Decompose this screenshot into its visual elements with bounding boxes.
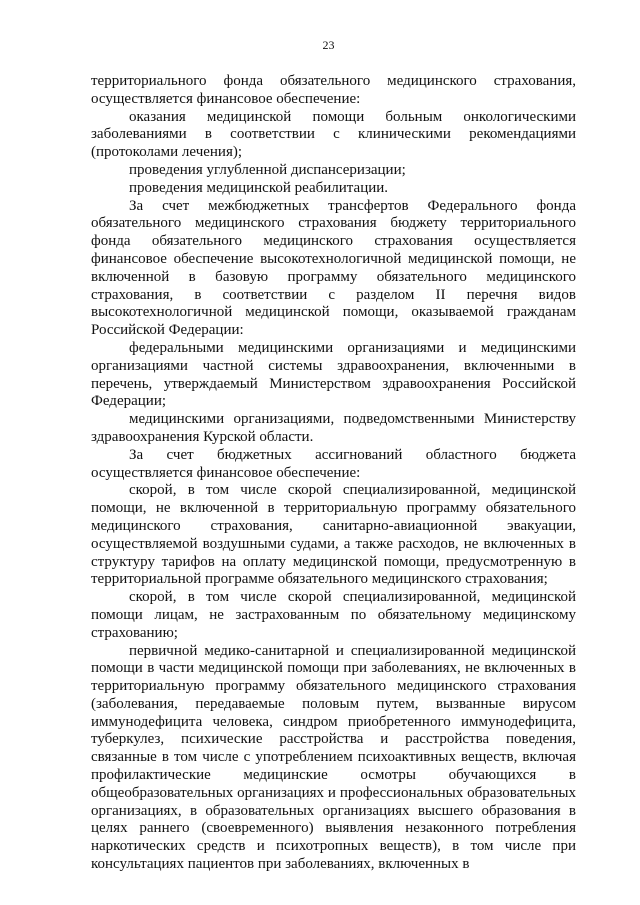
paragraph: первичной медико-санитарной и специализированной медицинской помощи в части медицинской помощи при заболеваниях, не включенных в территориальную программу обязательного медицинского страхования (заболевания, передаваемые половым путем, вызванные вирусом иммунодефицита человека, синдром приобретенного иммунодефицита, туберкулез, психические расстройства и расстройства поведения, связанные в том числе с употреблением психоактивных веществ, включая профилактические медицинские осмотры обучающихся в общеобразовательных организациях и профессиональных образовательных организациях, в образовательных организациях высшего образования в целях раннего (своевременного) выявления незаконного потребления наркотических средств и психотропных веществ), в том числе при консультациях пациентов при заболеваниях, включенных в [91,642,576,873]
paragraph: проведения медицинской реабилитации. [129,179,389,196]
paragraph: скорой, в том числе скорой специализированной, медицинской помощи, не включенной в территориальную программу обязательного медицинского страхования, санитарно-авиационной эвакуации, осуществляемой воздушными судами, а также расходов, не включенных в структуру тарифов на оплату медицинской помощи, предусмотренную в территориальной программе обязательного медицинского страхования; [91,482,576,588]
paragraph: За счет бюджетных ассигнований областного бюджета осуществляется финансовое обеспечение: [91,446,576,481]
paragraph: оказания медицинской помощи больным онкологическими заболеваниями в соответствии с клиническими рекомендациями (протоколами лечения); [91,108,576,161]
paragraph: территориального фонда обязательного медицинского страхования, осуществляется финансовое обеспечение: [91,73,576,107]
paragraph: федеральными медицинскими организациями и медицинскими организациями частной системы здравоохранения, включенными в перечень, утверждаемый Министерством здравоохранения Российской Федерации; [91,339,576,410]
paragraph: медицинскими организациями, подведомственными Министерству здравоохранения Курской области. [91,411,576,445]
paragraph: проведения углубленной диспансеризации; [129,161,406,178]
page-number: 23 [322,38,335,52]
paragraph: скорой, в том числе скорой специализированной, медицинской помощи лицам, не застрахованным по обязательному медицинскому страхованию; [91,589,576,641]
paragraph: За счет межбюджетных трансфертов Федерального фонда обязательного медицинского страхования бюджету территориального фонда обязательного медицинского страхования осуществляется финансовое обеспечение высокотехнологичной медицинской помощи, не включенной в базовую программу обязательного медицинского страхования, в соответствии с разделом II перечня видов высокотехнологичной медицинской помощи, оказываемой гражданам Российской Федерации: [91,197,576,339]
document-body [91,73,576,874]
